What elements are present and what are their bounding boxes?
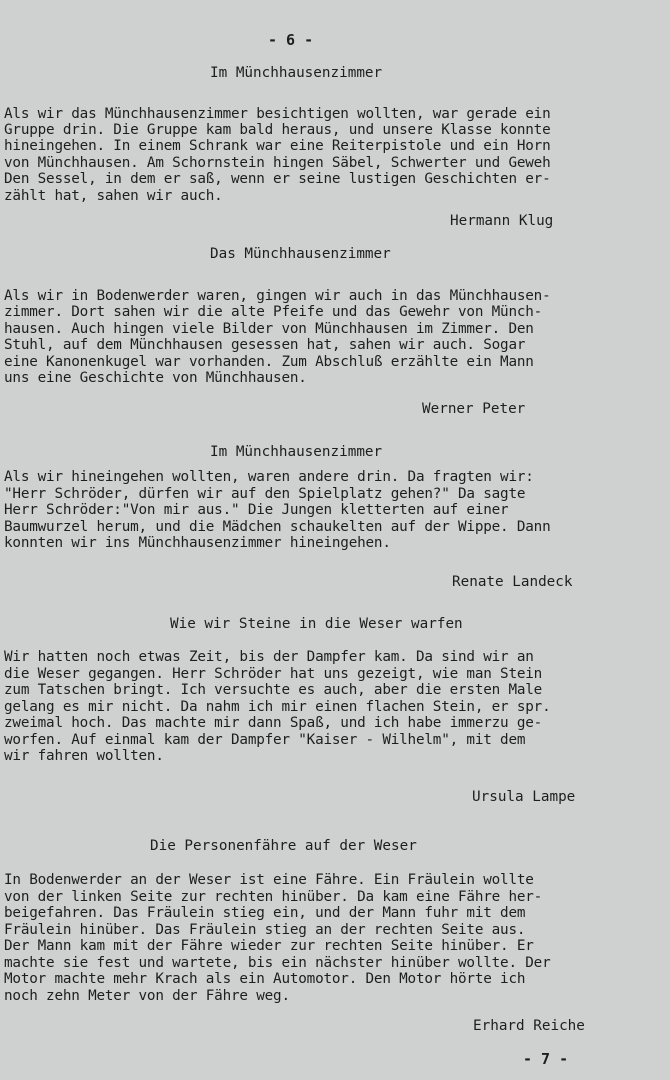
- text-line: Als wir in Bodenwerder waren, gingen wir auch in das Münchhausen-: [4, 288, 551, 304]
- text-line: Fräulein hinüber. Das Fräulein stieg an der rechten Seite aus.: [4, 922, 526, 938]
- text-line: Stuhl, auf dem Münchhausen gesessen hat, sahen wir auch. Sogar: [4, 337, 526, 353]
- text-line: machte sie fest und wartete, bis ein nächster hinüber wollte. Der: [4, 955, 551, 971]
- text-line: Baumwurzel herum, und die Mädchen schaukelten auf der Wippe. Dann: [4, 519, 551, 535]
- text-line: Wir hatten noch etwas Zeit, bis der Dampfer kam. Da sind wir an: [4, 649, 534, 665]
- text-line: Herr Schröder:"Von mir aus." Die Jungen kletterten auf einer: [4, 502, 509, 518]
- section-title: Die Personenfähre auf der Weser: [150, 838, 417, 854]
- text-line: wir fahren wollten.: [4, 748, 164, 764]
- text-line: Als wir hineingehen wollten, waren andere drin. Da fragten wir:: [4, 469, 534, 485]
- text-line: Der Mann kam mit der Fähre wieder zur rechten Seite hinüber. Er: [4, 938, 534, 954]
- text-line: beigefahren. Das Fräulein stieg ein, und der Mann fuhr mit dem: [4, 905, 526, 921]
- text-line: konnten wir ins Münchhausenzimmer hineingehen.: [4, 535, 391, 551]
- author-name: Erhard Reiche: [473, 1018, 585, 1034]
- text-line: hineingehen. In einem Schrank war eine Reiterpistole und ein Horn: [4, 138, 551, 154]
- text-line: die Weser gegangen. Herr Schröder hat uns gezeigt, wie man Stein: [4, 666, 543, 682]
- text-line: In Bodenwerder an der Weser ist eine Fähre. Ein Fräulein wollte: [4, 872, 534, 888]
- author-name: Hermann Klug: [450, 213, 554, 229]
- text-line: zweimal hoch. Das machte mir dann Spaß, und ich habe immerzu ge-: [4, 715, 543, 731]
- page-number-bottom: - 7 -: [523, 1050, 569, 1068]
- author-name: Werner Peter: [422, 401, 526, 417]
- text-line: zählt hat, sahen wir auch.: [4, 188, 223, 204]
- section-title: Das Münchhausenzimmer: [210, 246, 391, 262]
- text-line: zimmer. Dort sahen wir die alte Pfeife und das Gewehr von Münch-: [4, 304, 543, 320]
- author-name: Renate Landeck: [452, 574, 573, 590]
- text-line: "Herr Schröder, dürfen wir auf den Spielplatz gehen?" Da sagte: [4, 486, 526, 502]
- author-name: Ursula Lampe: [472, 789, 576, 805]
- page-number-top: - 6 -: [268, 31, 314, 49]
- text-line: noch zehn Meter von der Fähre weg.: [4, 988, 290, 1004]
- text-line: zum Tatschen bringt. Ich versuchte es auch, aber die ersten Male: [4, 682, 543, 698]
- section-title: Im Münchhausenzimmer: [210, 65, 383, 81]
- text-line: von Münchhausen. Am Schornstein hingen Säbel, Schwerter und Geweh: [4, 155, 551, 171]
- text-line: hausen. Auch hingen viele Bilder von Münchhausen im Zimmer. Den: [4, 321, 534, 337]
- text-line: gelang es mir nicht. Da nahm ich mir einen flachen Stein, er spr.: [4, 699, 551, 715]
- text-line: Gruppe drin. Die Gruppe kam bald heraus, und unsere Klasse konnte: [4, 122, 551, 138]
- section-title: Im Münchhausenzimmer: [210, 444, 383, 460]
- text-line: Als wir das Münchhausenzimmer besichtigen wollten, war gerade ein: [4, 106, 551, 122]
- text-line: eine Kanonenkugel war vorhanden. Zum Abschluß erzählte ein Mann: [4, 354, 534, 370]
- text-line: von der linken Seite zur rechten hinüber. Da kam eine Fähre her-: [4, 889, 543, 905]
- text-line: worfen. Auf einmal kam der Dampfer "Kaiser - Wilhelm", mit dem: [4, 732, 526, 748]
- text-line: Motor machte mehr Krach als ein Automotor. Den Motor hörte ich: [4, 971, 526, 987]
- section-title: Wie wir Steine in die Weser warfen: [170, 616, 463, 632]
- text-line: Den Sessel, in dem er saß, wenn er seine lustigen Geschichten er-: [4, 171, 551, 187]
- text-line: uns eine Geschichte von Münchhausen.: [4, 370, 307, 386]
